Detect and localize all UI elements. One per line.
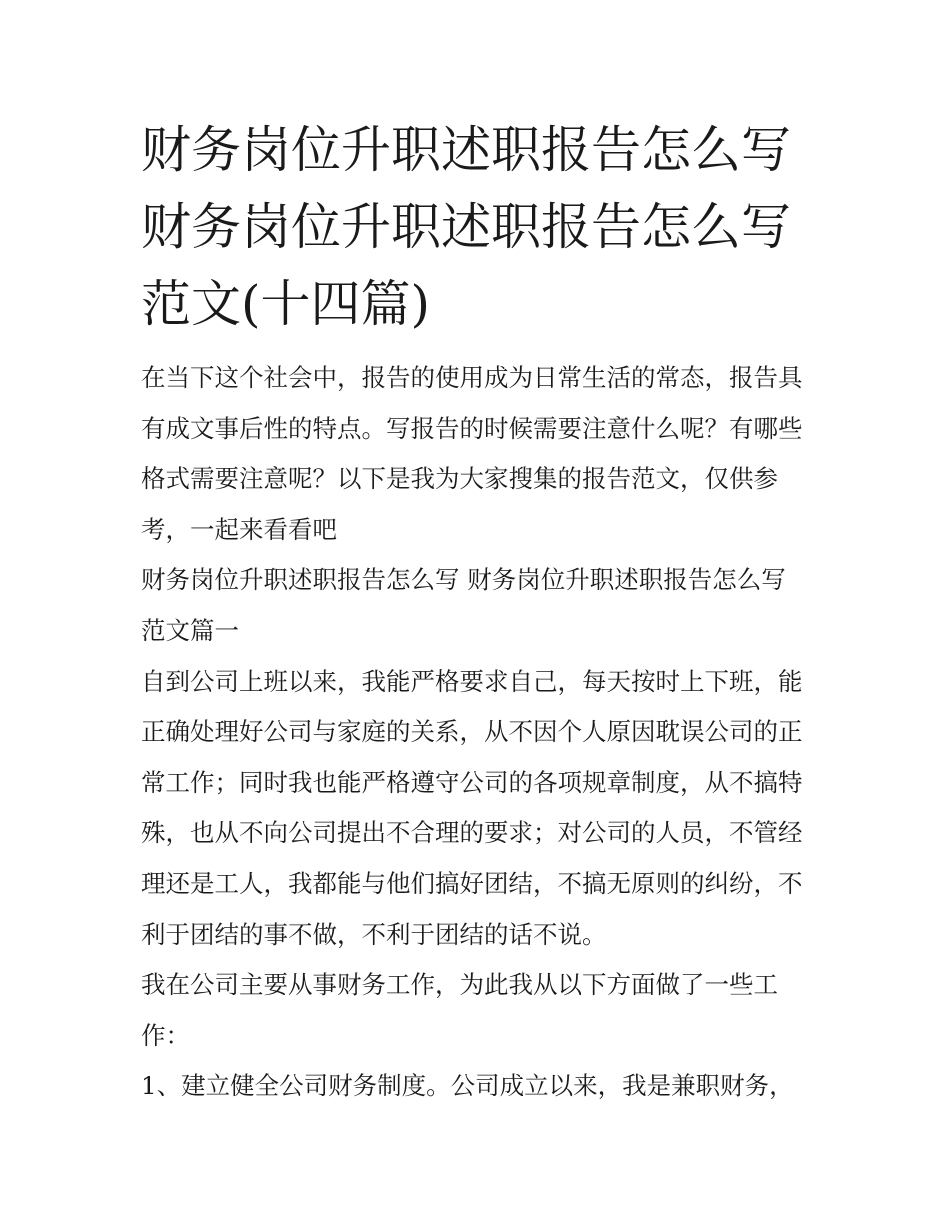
- text-line: 在当下这个社会中，报告的使用成为日常生活的常态，报告具: [141, 363, 803, 392]
- text-line: 殊，也从不向公司提出不合理的要求；对公司的人员，不管经: [141, 818, 803, 848]
- body-paragraph: [141, 657, 817, 961]
- document-title: [141, 112, 817, 343]
- text-line: 考，一起来看看吧: [141, 514, 337, 544]
- text-line: 1、建立健全公司财务制度。公司成立以来，我是兼职财务，: [141, 1071, 794, 1101]
- title-line: 财务岗位升职述职报告怎么写: [141, 121, 791, 179]
- intro-paragraph: [141, 353, 817, 555]
- text-line: 常工作；同时我也能严格遵守公司的各项规章制度，从不搞特: [141, 767, 803, 797]
- text-line: 我在公司主要从事财务工作，为此我从以下方面做了一些工: [141, 970, 778, 1000]
- list-item-paragraph: [141, 1061, 817, 1112]
- text-line: 自到公司上班以来，我能严格要求自己，每天按时上下班，能: [141, 666, 803, 696]
- body-paragraph: [141, 960, 817, 1061]
- text-line: 范文篇一: [141, 615, 239, 645]
- section-heading: [141, 555, 817, 656]
- text-line: 利于团结的事不做，不利于团结的话不说。: [141, 919, 607, 949]
- text-line: 财务岗位升职述职报告怎么写 财务岗位升职述职报告怎么写: [141, 565, 786, 595]
- title-line: 财务岗位升职述职报告怎么写: [141, 198, 791, 256]
- document-page: [141, 112, 817, 1112]
- text-line: 作：: [141, 1020, 190, 1050]
- text-line: 格式需要注意呢？以下是我为大家搜集的报告范文，仅供参: [141, 464, 778, 494]
- text-line: 正确处理好公司与家庭的关系，从不因个人原因耽误公司的正: [141, 717, 803, 747]
- title-line: 范文(十四篇): [141, 275, 431, 333]
- text-line: 有成文事后性的特点。写报告的时候需要注意什么呢？有哪些: [141, 413, 803, 443]
- text-line: 理还是工人，我都能与他们搞好团结，不搞无原则的纠纷，不: [141, 868, 803, 898]
